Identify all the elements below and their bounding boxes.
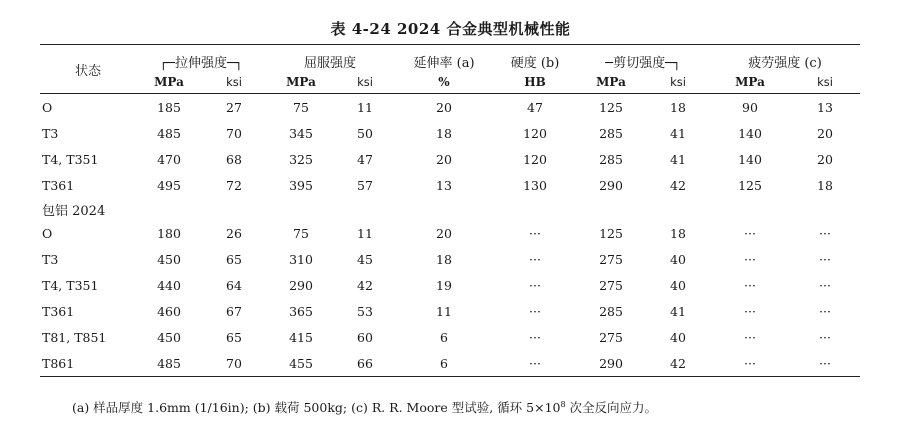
col-state: 状态 xyxy=(74,63,101,79)
value-cell: 45 xyxy=(357,251,373,267)
table-row xyxy=(40,246,860,272)
unit-fatigue-mpa: MPa xyxy=(735,75,765,89)
value-cell: 60 xyxy=(357,329,373,345)
value-cell: ··· xyxy=(819,277,831,293)
value-cell: 470 xyxy=(157,151,181,167)
col-yield: 屈服强度 xyxy=(303,56,356,71)
value-cell: 6 xyxy=(440,329,448,345)
state-cell: O xyxy=(42,225,53,241)
value-cell: ··· xyxy=(819,225,831,241)
value-cell: 18 xyxy=(670,99,686,115)
unit-tensile-ksi: ksi xyxy=(226,75,242,89)
value-cell: 120 xyxy=(523,125,547,141)
value-cell: ··· xyxy=(529,225,541,241)
state-cell: T361 xyxy=(42,177,75,193)
value-cell: 275 xyxy=(599,251,623,267)
value-cell: 47 xyxy=(527,99,543,115)
value-cell: 285 xyxy=(599,303,623,319)
col-tensile: ┌─拉伸强度─┐ xyxy=(159,56,243,71)
state-cell: T361 xyxy=(42,303,75,319)
state-cell: O xyxy=(42,99,53,115)
value-cell: 275 xyxy=(599,277,623,293)
group-label: 包铝 2024 xyxy=(42,203,106,219)
value-cell: 13 xyxy=(817,99,833,115)
state-cell: T4, T351 xyxy=(42,151,99,167)
value-cell: 65 xyxy=(226,329,242,345)
value-cell: 140 xyxy=(738,151,762,167)
unit-fatigue-ksi: ksi xyxy=(817,75,833,89)
value-cell: 485 xyxy=(157,125,181,141)
state-cell: T4, T351 xyxy=(42,277,99,293)
value-cell: 6 xyxy=(440,355,448,371)
table-header xyxy=(40,45,860,94)
table-row xyxy=(40,146,860,172)
value-cell: 310 xyxy=(289,251,313,267)
value-cell: 120 xyxy=(523,151,547,167)
table-row xyxy=(40,298,860,324)
value-cell: 70 xyxy=(226,355,242,371)
value-cell: 285 xyxy=(599,125,623,141)
value-cell: 20 xyxy=(817,151,833,167)
value-cell: 19 xyxy=(436,277,452,293)
value-cell: 70 xyxy=(226,125,242,141)
state-cell: T81, T851 xyxy=(42,329,107,345)
table-row xyxy=(40,324,860,350)
value-cell: 125 xyxy=(599,225,623,241)
value-cell: 450 xyxy=(157,329,181,345)
value-cell: ··· xyxy=(744,251,756,267)
table-row xyxy=(40,272,860,298)
value-cell: 140 xyxy=(738,125,762,141)
unit-tensile-mpa: MPa xyxy=(154,75,184,89)
value-cell: 75 xyxy=(293,99,309,115)
value-cell: 41 xyxy=(670,303,686,319)
value-cell: 75 xyxy=(293,225,309,241)
table-title: 表 4-24 2024 合金典型机械性能 xyxy=(330,20,571,38)
value-cell: 485 xyxy=(157,355,181,371)
value-cell: 40 xyxy=(670,251,686,267)
unit-shear-ksi: ksi xyxy=(670,75,686,89)
value-cell: 275 xyxy=(599,329,623,345)
value-cell: 325 xyxy=(289,151,313,167)
value-cell: 18 xyxy=(436,251,452,267)
value-cell: 285 xyxy=(599,151,623,167)
value-cell: 64 xyxy=(226,277,242,293)
value-cell: ··· xyxy=(819,355,831,371)
value-cell: 18 xyxy=(817,177,833,193)
value-cell: 50 xyxy=(357,125,373,141)
table-row xyxy=(40,220,860,246)
value-cell: 290 xyxy=(599,355,623,371)
value-cell: 42 xyxy=(670,355,686,371)
value-cell: ··· xyxy=(744,303,756,319)
value-cell: ··· xyxy=(529,329,541,345)
value-cell: 125 xyxy=(738,177,762,193)
value-cell: ··· xyxy=(744,277,756,293)
value-cell: 53 xyxy=(357,303,373,319)
unit-shear-mpa: MPa xyxy=(596,75,626,89)
value-cell: 40 xyxy=(670,277,686,293)
value-cell: 27 xyxy=(226,99,242,115)
unit-yield-ksi: ksi xyxy=(357,75,373,89)
value-cell: 66 xyxy=(357,355,373,371)
properties-table xyxy=(40,44,860,377)
value-cell: ··· xyxy=(819,329,831,345)
unit-yield-mpa: MPa xyxy=(286,75,316,89)
table-row xyxy=(40,120,860,146)
value-cell: 65 xyxy=(226,251,242,267)
value-cell: 450 xyxy=(157,251,181,267)
col-fatigue: 疲劳强度 (c) xyxy=(748,56,822,71)
value-cell: 41 xyxy=(670,151,686,167)
value-cell: 20 xyxy=(436,225,452,241)
value-cell: ··· xyxy=(529,303,541,319)
value-cell: 18 xyxy=(670,225,686,241)
value-cell: 460 xyxy=(157,303,181,319)
table-body xyxy=(40,94,860,377)
value-cell: 26 xyxy=(226,225,242,241)
value-cell: 47 xyxy=(357,151,373,167)
group-row xyxy=(40,198,860,220)
value-cell: 41 xyxy=(670,125,686,141)
value-cell: 11 xyxy=(357,99,373,115)
value-cell: 90 xyxy=(742,99,758,115)
value-cell: 455 xyxy=(289,355,313,371)
value-cell: ··· xyxy=(819,303,831,319)
value-cell: ··· xyxy=(819,251,831,267)
value-cell: 365 xyxy=(289,303,313,319)
table-row xyxy=(40,172,860,198)
col-shear: ─剪切强度─┐ xyxy=(605,56,681,71)
value-cell: 125 xyxy=(599,99,623,115)
value-cell: 42 xyxy=(357,277,373,293)
col-hardness: 硬度 (b) xyxy=(510,56,560,71)
value-cell: 13 xyxy=(436,177,452,193)
value-cell: 18 xyxy=(436,125,452,141)
value-cell: ··· xyxy=(529,277,541,293)
value-cell: 42 xyxy=(670,177,686,193)
value-cell: ··· xyxy=(744,329,756,345)
value-cell: 130 xyxy=(523,177,547,193)
state-cell: T3 xyxy=(42,125,59,141)
footnote: (a) 样品厚度 1.6mm (1/16in); (b) 载荷 500kg; (c) R. R. Moore 型试验, 循环 $5\times 10^8$ 次全反向应力。 xyxy=(72,399,658,415)
value-cell: 345 xyxy=(289,125,313,141)
state-cell: T3 xyxy=(42,251,59,267)
value-cell: 68 xyxy=(226,151,242,167)
value-cell: 180 xyxy=(157,225,181,241)
value-cell: 440 xyxy=(157,277,181,293)
col-elongation: 延伸率 (a) xyxy=(413,56,475,71)
value-cell: ··· xyxy=(744,225,756,241)
value-cell: 290 xyxy=(599,177,623,193)
value-cell: 72 xyxy=(226,177,242,193)
value-cell: 415 xyxy=(289,329,313,345)
value-cell: 20 xyxy=(436,99,452,115)
value-cell: 20 xyxy=(436,151,452,167)
value-cell: 495 xyxy=(157,177,181,193)
value-cell: ··· xyxy=(529,251,541,267)
value-cell: 395 xyxy=(289,177,313,193)
value-cell: 20 xyxy=(817,125,833,141)
state-cell: T861 xyxy=(42,355,75,371)
value-cell: 57 xyxy=(357,177,373,193)
value-cell: 185 xyxy=(157,99,181,115)
value-cell: ··· xyxy=(529,355,541,371)
unit-elongation: % xyxy=(438,75,450,89)
value-cell: 290 xyxy=(289,277,313,293)
value-cell: 11 xyxy=(357,225,373,241)
table-row xyxy=(40,350,860,377)
unit-hardness: HB xyxy=(524,75,546,89)
value-cell: 40 xyxy=(670,329,686,345)
value-cell: 11 xyxy=(436,303,452,319)
value-cell: 67 xyxy=(226,303,242,319)
value-cell: ··· xyxy=(744,355,756,371)
table-row xyxy=(40,94,860,121)
